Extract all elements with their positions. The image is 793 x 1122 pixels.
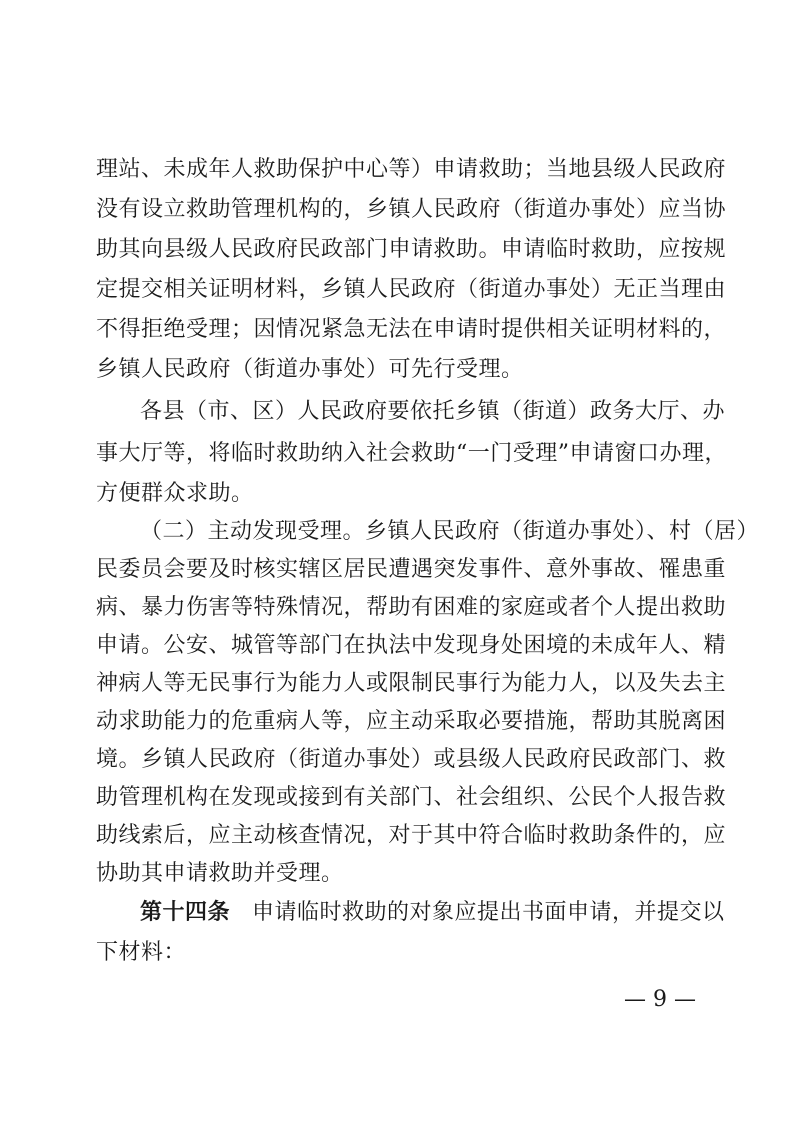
text-line: 助管理机构在发现或接到有关部门、社会组织、公民个人报告救 <box>96 785 727 810</box>
text-line: 协助其申请救助并受理。 <box>96 861 344 886</box>
text-line: 申请。公安、城管等部门在执法中发现身处困境的未成年人、精 <box>96 633 727 658</box>
text-line: 境。乡镇人民政府（街道办事处）或县级人民政府民政部门、救 <box>96 747 727 772</box>
article-line <box>140 893 725 933</box>
text-line: 理站、未成年人救助保护中心等）申请救助；当地县级人民政府 <box>96 157 727 182</box>
text-line: （二）主动发现受理。乡镇人民政府（街道办事处）、村（居） <box>140 519 760 544</box>
text-line: 下材料： <box>96 940 187 965</box>
article-heading: 第十四条 <box>140 900 231 925</box>
text-line: 动求助能力的危重病人等，应主动采取必要措施，帮助其脱离困 <box>96 709 727 734</box>
text-line: 神病人等无民事行为能力人或限制民事行为能力人，以及失去主 <box>96 671 727 696</box>
article-text: 申请临时救助的对象应提出书面申请，并提交以 <box>252 900 725 925</box>
text-line: 助线索后，应主动核查情况，对于其中符合临时救助条件的，应 <box>96 823 727 848</box>
text-line: 没有设立救助管理机构的，乡镇人民政府（街道办事处）应当协 <box>96 197 727 222</box>
text-line: 不得拒绝受理；因情况紧急无法在申请时提供相关证明材料的， <box>96 317 727 342</box>
text-line: 乡镇人民政府（街道办事处）可先行受理。 <box>96 357 524 382</box>
text-line: 病、暴力伤害等特殊情况，帮助有困难的家庭或者个人提出救助 <box>96 595 727 620</box>
text-line: 事大厅等，将临时救助纳入社会救助“一门受理”申请窗口办理， <box>96 441 727 466</box>
text-line: 方便群众求助。 <box>96 481 254 506</box>
text-line: 民委员会要及时核实辖区居民遭遇突发事件、意外事故、罹患重 <box>96 557 727 582</box>
page-number: — 9 — <box>624 987 696 1012</box>
text-line: 各县（市、区）人民政府要依托乡镇（街道）政务大厅、办 <box>140 399 726 424</box>
text-line: 定提交相关证明材料，乡镇人民政府（街道办事处）无正当理由 <box>96 277 727 302</box>
text-line: 助其向县级人民政府民政部门申请救助。申请临时救助，应按规 <box>96 237 727 262</box>
